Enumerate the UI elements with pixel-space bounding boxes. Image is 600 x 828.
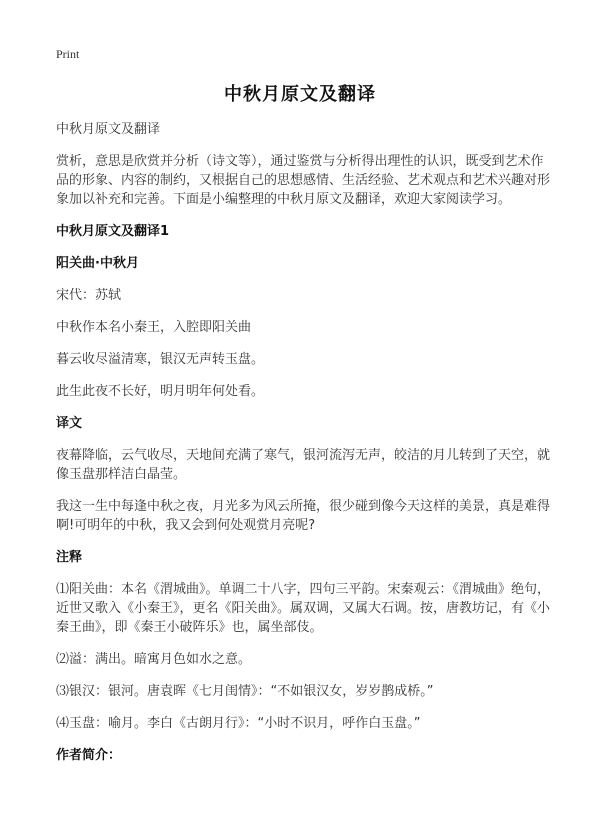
author-intro-heading: 作者简介： <box>56 748 122 763</box>
note-4: ⑷玉盘：喻月。李白《古朗月行》：“小时不识月，呼作白玉盘。” <box>56 716 421 731</box>
poem-author: 宋代：苏轼 <box>56 288 122 303</box>
section-heading: 中秋月原文及翻译1 <box>56 224 170 239</box>
note-1: ⑴阳关曲：本名《渭城曲》。单调二十八字，四句三平韵。宋秦观云：《渭城曲》绝句，近世又歌入《小秦王》，更名《阳关曲》。属双调，又属大石调。按，唐教坊记，有《小秦王曲》，即《秦王小破阵乐》也，属坐部伎。 <box>56 582 551 635</box>
article-body <box>56 120 556 778</box>
poem-note-line: 中秋作本名小秦王，入腔即阳关曲 <box>56 320 252 335</box>
note-3: ⑶银汉：银河。唐袁晖《七月闺情》：“不如银汉女，岁岁鹊成桥。” <box>56 684 434 699</box>
poem-line-1: 暮云收尽溢清寒，银汉无声转玉盘。 <box>56 352 265 367</box>
poem-line-2: 此生此夜不长好，明月明年何处看。 <box>56 384 265 399</box>
poem-title: 阳关曲·中秋月 <box>56 256 139 271</box>
page-title: 中秋月原文及翻译 <box>224 84 376 105</box>
note-2: ⑵溢：满出。暗寓月色如水之意。 <box>56 652 252 667</box>
translation-paragraph-1: 夜幕降临，云气收尽，天地间充满了寒气，银河流泻无声，皎洁的月儿转到了天空，就像玉盘那样洁白晶莹。 <box>56 448 551 482</box>
intro-paragraph: 赏析，意思是欣赏并分析（诗文等），通过鉴赏与分析得出理性的认识，既受到艺术作品的形象、内容的制约，又根据自己的思想感情、生活经验、艺术观点和艺术兴趣对形象加以补充和完善。下面是小编整理的中秋月原文及翻译，欢迎大家阅读学习。 <box>56 154 551 207</box>
translation-paragraph-2: 我这一生中每逢中秋之夜，月光多为风云所掩，很少碰到像今天这样的美景，真是难得啊!可明年的中秋，我又会到何处观赏月亮呢? <box>56 499 551 533</box>
notes-heading: 注释 <box>56 550 83 565</box>
article-subtitle: 中秋月原文及翻译 <box>56 122 161 137</box>
print-label: Print <box>56 47 80 61</box>
translation-heading: 译文 <box>56 416 83 431</box>
